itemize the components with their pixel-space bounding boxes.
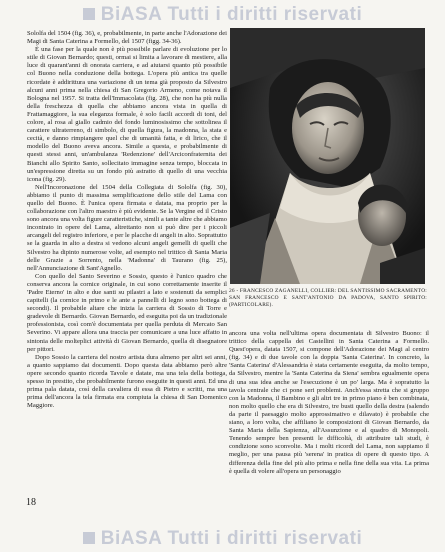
right-paragraph-1: ancora una volta nell'ultima opera documentata di Silvestro Buono: il trittico della cappella dei Castellini in Santa Caterina a Formello. Quest'opera, datata 1507, si compone dell'Adorazione dei Magi al centro (fig. 34) e di due tavole con la doppia 'Santa Caterina'. In concreto, la 'Santa Caterina' d'Alessandria è stata certamente eseguita, da molto tempo, da Silvestro, mentre la 'Santa Caterina da Siena' sembra egualmente opera di una sua idea anche se l'esecuzione è un po' larga. Ma è sopratutto la tavola centrale che ci pone seri problemi. Anch'essa stretta che si gruppo con la Madonna, il Bambino e gli altri tre in primo piano è ben combinata, non molto quello che era di Silvestro, tre busti quello della destra (salendo da parte il paesaggio molto approssimativo e dilavato) è probabile che siano, a loro volta, che affiliano le composizioni di Giovan Bernardo, da Santa Maria della Sapienza, all'Assunzione e al quadro di Monopoli. Tenendo sempre ben presenti le difficoltà, di attribuire tali studi, è condizione sono sconvolte. Ma i molti ricordi del Lama, non sappiamo il meglio, per una pausa più 'serena' in pratica di opere di questo tipo. A differenza della fine del più alto prima e nella fine della sua vita. La prima è quella di volere all'opera un personaggio	[229, 330, 429, 475]
watermark-square-icon	[83, 532, 95, 544]
page-number: 18	[26, 497, 36, 508]
left-text-column	[27, 30, 227, 505]
left-paragraph-5: Dopo Sossio la carriera del nostro artista dura almeno per altri sei anni, a quanto sappiamo dai documenti. Dopo questa data abbiamo però altre opere secondo quanto ricorda Tavole e datate, ma una tela della bottega, spesso in prestito, che probabilmente furono eseguite in questi anni. Ed una prima pala datata, così della cavaliera di essa di Pietro e scritti, ma una prima dell'ancora la tela firmata era compiuta la chiesa di San Domenico Maggiore.	[27, 353, 227, 410]
left-paragraph-1: Sololfa del 1504 (fig. 36), e, probabilmente, in parte anche l'Adorazione dei Magi di Santa Caterina a Formello, del 1507 (figg. 34-36).	[27, 30, 227, 46]
watermark-top: BiASA Tutti i diritti riservati	[0, 4, 445, 26]
figure-caption: 26 - FRANCESCO ZAGANELLI, COLLIER: DEL SANTISSIMO SACRAMENTO: SAN FRANCESCO E SANT'ANTONIO DA PADOVA, SANTO SPIRITO: (PARTICOLARE).	[229, 288, 427, 308]
watermark-square-icon	[83, 8, 95, 20]
left-paragraph-2: È una fase per la quale non è più possibile parlare di evoluzione per lo stile di Giovan Bernardo; questi, ormai si limita a lavorare di mestiere, alla luce di quarant'anni di onorata carriera, e ad aiutarsi quanto più possibile col Buono nella conduzione della bottega. L'opera più antica tra quelle ricordate è addirittura una variazione di un tema già proposto da Silvestro alcuni anni prima nella chiesa di San Gregorio Armeno, come notava il Bologna nel 1957. Si tratta dell'Immacolata (fig. 28), che non ha più nulla della freschezza di quella che abbiamo ancora vista in quella di Frattamaggiore, la sua eleganza formale, è solo facili accordi di toni, del colore, al rosa al giallo cadmio del fondo luminosissimo che sottolinea il carattere ultraterreno, di simbolo, di quella figura, la madonna, la stata e cecità, e danno rimpiangere quel che di umanità fatta, e di lirico, che il modello del Buono aveva ancora. Simile a questa, e probabilmente di questi stessi anni, un'ambulanza 'Redenzione' dell'Arciconfraternita dei Bianchi allo Spirito Santo, sollecitato immagine senza tempo, bloccata in un'espressione diretta su un fondo più astratto di quello di una vecchia icona (fig. 29).	[27, 46, 227, 183]
watermark-bottom: BiASA Tutti i diritti riservati	[0, 528, 445, 550]
right-text-column	[229, 330, 429, 542]
left-paragraph-3: Nell'Incoronazione del 1504 della Collegiata di Sololfa (fig. 30), abbiamo il punto di massima semplificazione dello stile del Lama con quello del Buono. È l'unica opera firmata e datata, ma proprio per la collaborazione con l'altro maestro è più evidente. Se la Vergine ed il Cristo sono ancora una volta figure caratteristiche, simili a tante altre che abbiamo incontrato in opere del Lama, altrettanto non si può dire per i piccoli arcangeli del registro inferiore, e per le placche di angeli in alto. Soprattutto se la guarda in alto a destra si vedono alcuni angeli gemelli di quelli che Silvestro ha dipinto numerose volte, ad esempio nel trittico di Santa Maria delle Grazie a Sorrento, nella 'Madonna' di Taurano (fig. 25), nell'Annunciazione di Sant'Agnello.	[27, 183, 227, 272]
left-paragraph-4: Con quello del Santo Severino e Sossio, questo è l'unico quadro che conserva ancora la cornice originale, in cui sono correttamente inserite il 'Padre Eterno' in alto e due santi su pilastri a lato e sostenuti da semplici capitelli (la cornice in primo e le ante a pannelli di legno sono bottega di secondi). Il probabile altare che inizia la carriera di Sossio di Torre e gradevole di Bernardo. Giovan Bernardo, ed eseguita poi da un tradizionale professionista, così com'è documentata per quella perduta di Mercato San Severino. Vi appare allora una traccia per comunicare a una luce affatto in sintonia delle molteplici attività di Giovan Bernardo, quella di disegnatore per pittori.	[27, 272, 227, 353]
painting-detail-illustration	[230, 28, 425, 284]
painting-detail-photo	[230, 28, 425, 284]
